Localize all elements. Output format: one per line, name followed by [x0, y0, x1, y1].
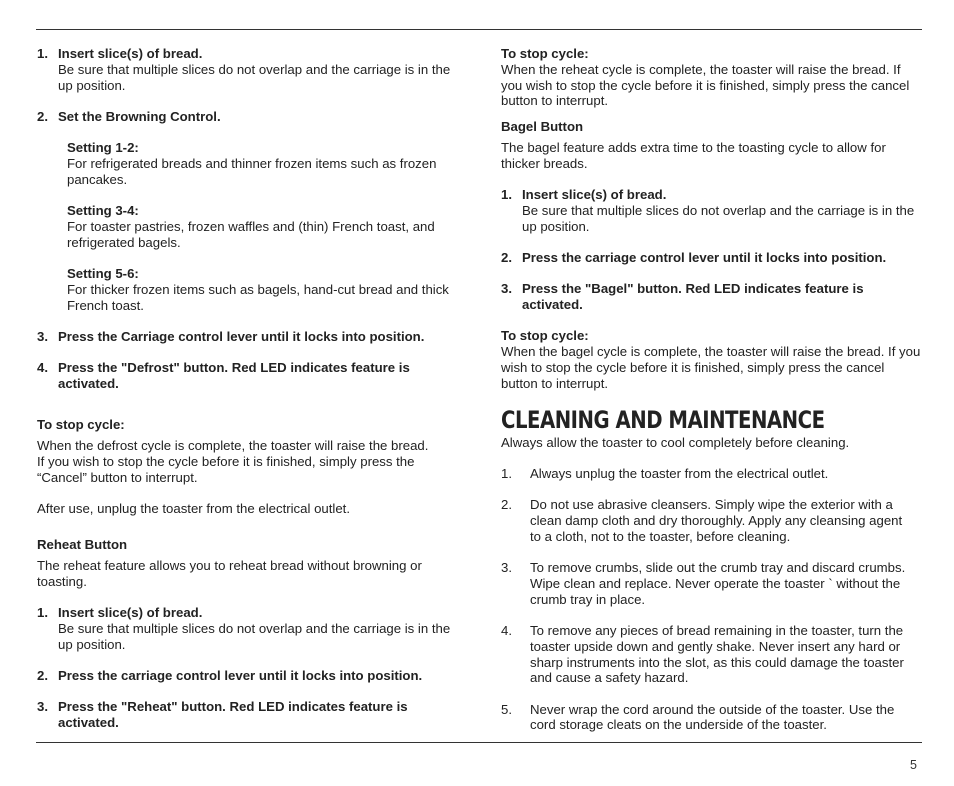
- bagel-step-2: 2. Press the carriage control lever until it locks into position.: [501, 249, 887, 265]
- cleaning-intro: Always allow the toaster to cool completely before cleaning.: [501, 434, 850, 450]
- bagel-text: The bagel feature adds extra time to the toasting cycle to allow for thicker breads.: [501, 139, 886, 171]
- step-2-browning: 2. Set the Browning Control.: [37, 108, 221, 124]
- stop-cycle-title: To stop cycle:: [37, 417, 125, 433]
- reheat-step-1: 1. Insert slice(s) of bread. Be sure that multiple slices do not overlap and the carriage is in the up position.: [37, 605, 451, 652]
- bagel-step-1: 1. Insert slice(s) of bread. Be sure that multiple slices do not overlap and the carriage is in the up position.: [501, 187, 915, 234]
- reheat-text: The reheat feature allows you to reheat bread without browning or toasting.: [37, 558, 422, 589]
- after-use-text: After use, unplug the toaster from the electrical outlet.: [37, 500, 351, 516]
- top-rule: [36, 29, 922, 30]
- setting-1-2: Setting 1-2: For refrigerated breads and thinner frozen items such as frozen pancakes.: [67, 140, 437, 187]
- setting-3-4: Setting 3-4: For toaster pastries, frozen waffles and (thin) French toast, and refrigerated bagels.: [67, 203, 435, 250]
- reheat-step-2: 2. Press the carriage control lever until it locks into position.: [37, 668, 423, 684]
- cleaning-item-2: 2. Do not use abrasive cleansers. Simply wipe the exterior with a clean damp cloth and dry thoroughly. Apply any cleansing agent to a cloth, not to the toaster, before cleaning.: [501, 497, 903, 544]
- reheat-title: Reheat Button: [37, 537, 128, 553]
- cleaning-heading: CLEANING AND MAINTENANCE: [501, 405, 825, 434]
- right-column: [501, 46, 921, 733]
- stop-cycle-text: When the defrost cycle is complete, the toaster will raise the bread. If you wish to stop the cycle before it is finished, simply press the “Cancel” button to interrupt.: [37, 438, 429, 485]
- setting-5-6: Setting 5-6: For thicker frozen items such as bagels, hand-cut bread and thick French toast.: [67, 265, 449, 313]
- reheat-stop-cycle-text: When the reheat cycle is complete, the toaster will raise the bread. If you wish to stop the cycle before it is finished, simply press the cancel button to interrupt.: [501, 61, 910, 109]
- page-number: 5: [910, 758, 917, 772]
- step-3-carriage: 3. Press the Carriage control lever until it locks into position.: [37, 328, 425, 344]
- bagel-title: Bagel Button: [501, 119, 584, 135]
- cleaning-item-3: 3. To remove crumbs, slide out the crumb tray and discard crumbs. Wipe clean and replace. Never operate the toaster ` without the crumb tray in place.: [501, 560, 906, 607]
- reheat-step-3: 3. Press the "Reheat" button. Red LED indicates feature is activated.: [37, 699, 408, 731]
- bottom-rule: [36, 742, 922, 743]
- step-4-defrost: 4. Press the "Defrost" button. Red LED indicates feature is activated.: [37, 360, 410, 391]
- step-1-insert: 1. Insert slice(s) of bread. Be sure that multiple slices do not overlap and the carriage is in the up position.: [37, 46, 451, 93]
- bagel-step-3: 3. Press the "Bagel" button. Red LED indicates feature is activated.: [501, 281, 864, 313]
- cleaning-item-1: 1. Always unplug the toaster from the electrical outlet.: [501, 465, 829, 481]
- cleaning-item-5: 5. Never wrap the cord around the outside of the toaster. Use the cord storage cleats on the underside of the toaster.: [501, 701, 895, 733]
- bagel-stop-cycle-text: When the bagel cycle is complete, the toaster will raise the bread. If you wish to stop the cycle before it is finished, simply press the cancel button to interrupt.: [501, 344, 921, 391]
- cleaning-item-4: 4. To remove any pieces of bread remaining in the toaster, turn the toaster upside down and gently shake. Never insert any hard or sharp instruments into the slot, as this could damage the toaster and cause a safety hazard.: [501, 622, 904, 686]
- reheat-stop-cycle-title: To stop cycle:: [501, 46, 589, 61]
- left-column: [37, 46, 457, 731]
- bagel-stop-cycle-title: To stop cycle:: [501, 328, 589, 344]
